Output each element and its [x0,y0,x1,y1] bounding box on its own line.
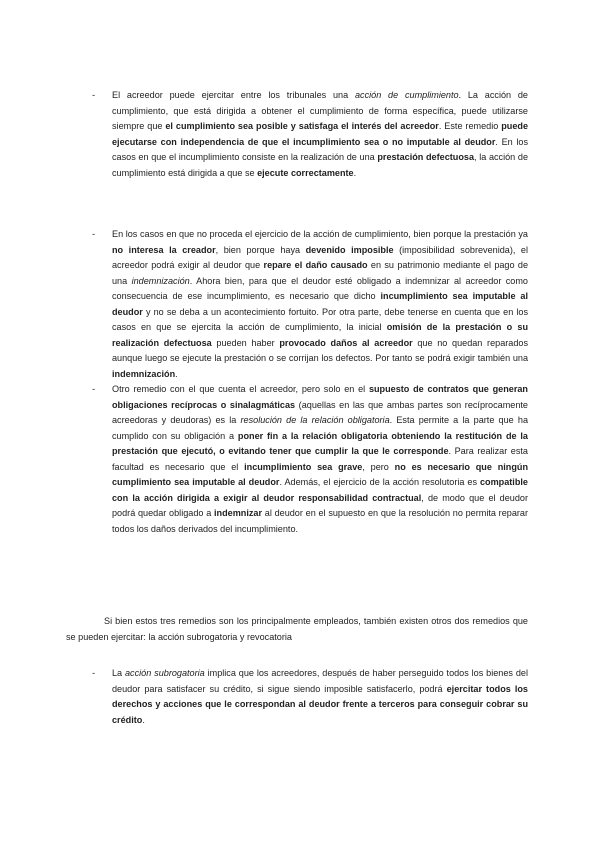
emphasis-bold: supuesto de contratos que generan obligaciones recíprocas o sinalagmáticas [112,384,528,410]
term-italic: acción de cumplimiento [354,90,459,100]
bullet-dash: - [92,90,96,101]
bullet-dash: - [92,384,96,395]
text-run: , la acción de cumplimiento está dirigida a que se [112,152,529,178]
text-run: . La acción de cumplimiento, que está dirigida a obtener el cumplimiento de forma específica, puede utilizarse siempre que [112,90,528,131]
text-run: , pero [362,461,395,472]
text-run: pueden haber [211,337,280,348]
text-run: . [175,368,178,379]
text-run: , de modo que el deudor podrá quedar obligado a [112,492,528,518]
list-item-text [112,382,528,537]
list-item-indemnizacion [92,227,528,382]
text-run: implica que los acreedores, después de haber perseguido todos los bienes del deudor para satisfacer su crédito, si sigue siendo imposible satisfacerlo, podrá [112,668,528,694]
emphasis-bold: indemnizar [214,508,263,518]
text-run: . Además, el ejercicio de la acción resolutoria es [279,477,480,487]
list-item-accion-subrogatoria [92,666,528,728]
emphasis-bold: incumplimiento sea imputable al deudor [112,291,528,317]
emphasis-bold: compatible con la acción dirigida a exigir al deudor responsabilidad contractual [112,477,528,503]
text-run: El acreedor puede ejercitar entre los tribunales una [112,90,355,100]
list-item-text [112,88,528,181]
emphasis-bold: devenido imposible [305,244,394,255]
text-run: . [142,714,145,725]
emphasis-bold: el cumplimiento sea posible y satisfaga el interés del acreedor [165,121,439,131]
term-italic: resolución de la relación obligatoria [240,415,390,425]
bullet-dash: - [92,229,96,240]
emphasis-bold: incumplimiento sea grave [244,461,363,472]
text-run: . Ahora bien, para que el deudor esté obligado a indemnizar al acreedor como consecuencia de ese incumplimiento, es necesario que dicho [112,275,528,301]
emphasis-bold: no interesa la creador [112,244,216,255]
emphasis-bold: prestación defectuosa [377,152,475,162]
list-item-text [112,227,528,382]
emphasis-bold: provocado daños al acreedor [279,337,413,348]
text-run: . Este remedio [438,121,502,131]
term-italic: acción subrogatoria [125,668,205,678]
term-italic: indemnización [131,275,190,286]
list-item-text [112,666,528,728]
text-run: . Esta permite a la parte que ha cumplido con su obligación a [112,415,528,441]
emphasis-bold: poner fin a la relación obligatoria obteniendo la restitución de la prestación que ejecutó, o evitando tener que cumplir la que le corresponde [112,430,528,456]
text-run: En los casos en que no proceda el ejercicio de la acción de cumplimiento, bien porque la prestación ya [112,229,528,239]
text-run: . Para realizar esta facultad es necesario que el [112,446,528,472]
text-run: . En los casos en que el incumplimiento consiste en la realización de una [112,136,528,162]
emphasis-bold: ejercitar todos los derechos y acciones que le correspondan al deudor frente a terceros para conseguir cobrar su crédito [112,683,528,725]
emphasis-bold: repare el daño causado [263,260,368,270]
text-run: Otro remedio con el que cuenta el acreedor, pero solo en el [112,384,369,394]
text-run: (imposibilidad sobrevenida), el acreedor podrá exigir al deudor que [112,244,529,270]
emphasis-bold: puede ejecutarse con independencia de que el incumplimiento sea o no imputable al deudor [112,121,528,147]
text-run: . [353,167,357,178]
emphasis-bold: no es necesario que ningún cumplimiento sea imputable al deudor [112,461,529,487]
list-item-resolucion [92,382,528,537]
emphasis-bold: omisión de la prestación o su realización defectuosa [112,322,528,348]
text-run: que no quedan reparados aunque luego se ejecute la prestación o se corrijan los defectos. Por tanto se podrá exigir también una [112,337,528,363]
emphasis-bold: ejecute correctamente [257,167,354,178]
list-item-accion-cumplimiento [92,88,528,181]
emphasis-bold: indemnización [112,368,176,379]
text-run: en su patrimonio mediante el pago de una [112,260,529,286]
text-run: y no se deba a un acontecimiento fortuito. Por otra parte, debe tenerse en cuenta que en los casos en que se ejercita la acción de cumplimiento, la inicial [112,306,528,332]
text-run: La [112,668,125,678]
text-run: (aquellas en las que ambas partes son recíprocamente acreedoras y deudoras) es la [112,399,528,425]
text-run: , bien porque haya [215,244,306,255]
text-run: al deudor en el supuesto en que la resolución no permita reparar todos los daños derivados del incumplimiento. [112,508,528,534]
intro-paragraph: Si bien estos tres remedios son los principalmente empleados, también existen otros dos remedios que se pueden ejercitar: la acción subrogatoria y revocatoria [66,616,528,642]
bullet-dash: - [92,668,96,679]
